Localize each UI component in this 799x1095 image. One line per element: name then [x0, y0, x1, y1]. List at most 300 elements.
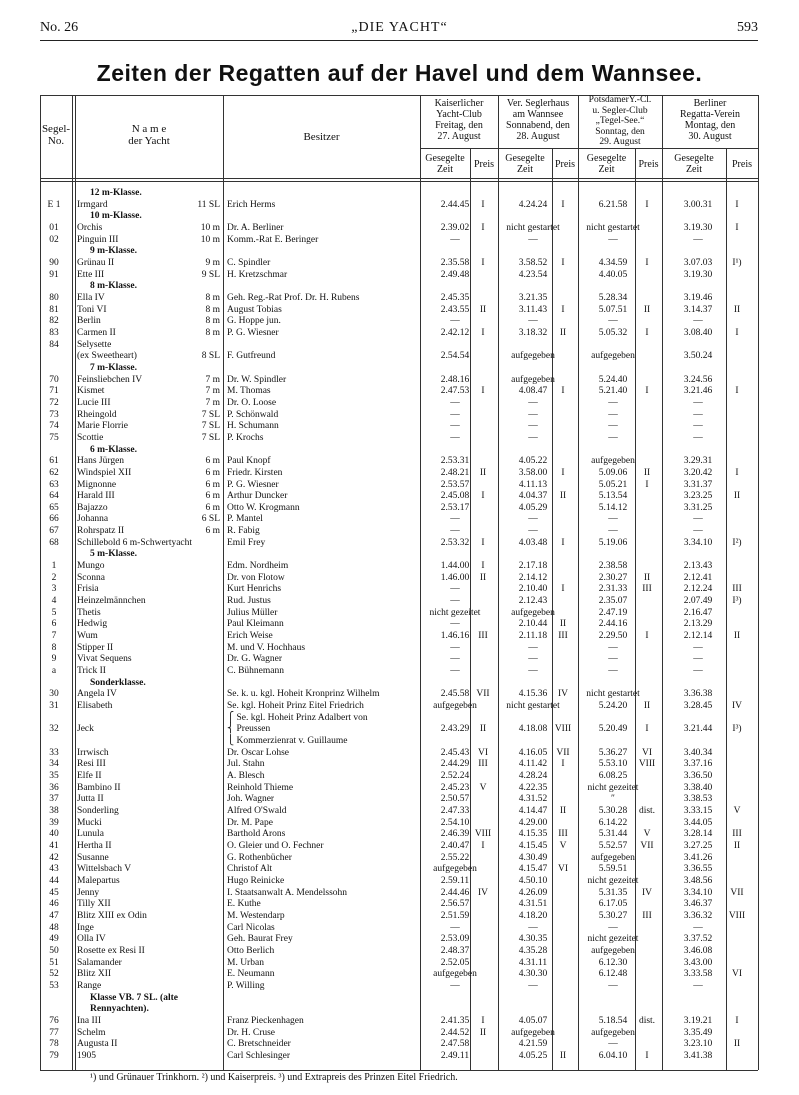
cell-t4: 2.12.24 — [683, 584, 713, 595]
cell-no: 79 — [49, 1050, 59, 1061]
cell-t2: aufgegeben — [511, 1027, 555, 1038]
cell-own: Paul Knopf — [227, 456, 271, 467]
cell-cls: 6 m — [205, 502, 220, 513]
cell-p3: III — [642, 910, 652, 921]
cell-t4: 3.43.00 — [683, 957, 713, 968]
cell-t2: 4.16.05 — [518, 747, 548, 758]
cell-name: Schillebold 6 m-Schwertyacht — [77, 537, 193, 548]
cell-t2: — — [528, 666, 538, 677]
cell-t2: — — [528, 397, 538, 408]
cell-own: Komm.-Rat E. Beringer — [227, 234, 319, 245]
cell-own: Dr. A. Berliner — [227, 222, 284, 233]
cell-t4: 3.46.08 — [683, 945, 713, 956]
cell-t3: 6.12.48 — [598, 969, 628, 980]
cell-no: 38 — [49, 805, 59, 816]
table-row — [40, 328, 758, 339]
cell-t3: 5.05.21 — [598, 479, 628, 490]
cell-t4: 3.31.25 — [683, 502, 713, 513]
cell-name: Irmgard — [77, 199, 108, 210]
cell-t2: 4.08.47 — [518, 386, 548, 397]
cell-t2: 4.24.24 — [518, 199, 548, 210]
cell-t2: 3.58.00 — [518, 467, 548, 478]
cell-t2: 4.04.37 — [518, 491, 548, 502]
cell-p2: I — [561, 386, 565, 397]
cell-no: 64 — [49, 491, 59, 502]
cell-t4: 3.34.10 — [683, 537, 713, 548]
table-row — [40, 724, 758, 735]
cell-own: E. Neumann — [227, 969, 275, 980]
cell-t4: — — [693, 654, 703, 665]
cell-name: Wittelsbach V — [77, 864, 132, 875]
cell-own: P. Willing — [227, 980, 265, 991]
cell-name: Mucki — [77, 817, 102, 828]
table-row — [40, 1028, 758, 1039]
cell-t3: 2.35.07 — [598, 596, 628, 607]
cell-cls: 7 SL — [201, 432, 220, 443]
cell-cls: 6 m — [205, 526, 220, 537]
cell-t3: — — [608, 397, 618, 408]
cell-p3: I — [645, 479, 649, 490]
cell-t4: — — [693, 666, 703, 677]
cell-no: 32 — [49, 724, 59, 735]
cell-t1: 2.50.57 — [440, 794, 470, 805]
table-row — [40, 853, 758, 864]
cell-t2: — — [528, 654, 538, 665]
cell-p3: I — [645, 199, 649, 210]
cell-t4: 2.13.43 — [683, 561, 713, 572]
cell-t2: 3.21.35 — [518, 292, 548, 303]
cell-t4: 3.41.38 — [683, 1050, 713, 1061]
cell-t3: 6.08.25 — [598, 771, 628, 781]
table-row — [40, 316, 758, 327]
cell-t3: aufgegeben — [591, 945, 635, 956]
cell-no: 43 — [49, 864, 59, 875]
cell-name: Thetis — [77, 607, 101, 618]
cell-t4: — — [693, 980, 703, 991]
cell-name: Angela IV — [77, 689, 117, 700]
cell-no: 65 — [49, 502, 59, 513]
table-row — [40, 713, 758, 724]
cell-t3: 6.17.05 — [598, 899, 628, 910]
table-border-right — [758, 95, 759, 1070]
table-row — [40, 503, 758, 514]
cell-t4: — — [693, 514, 703, 525]
cell-no: 7 — [51, 631, 57, 642]
cell-t1: 2.45.58 — [440, 689, 470, 700]
cell-t2: 2.10.44 — [518, 619, 548, 630]
cell-no: 36 — [49, 782, 59, 793]
footnote: ¹) und Grünauer Trinkhorn. ²) und Kaiserpreis. ³) und Extrapreis des Prinzen Eitel Friedrich. — [90, 1072, 458, 1083]
header-subrule — [420, 148, 758, 149]
cell-name: 8 m-Klasse. — [90, 281, 137, 292]
cell-t1: 2.53.17 — [440, 502, 470, 513]
cell-p2: I — [561, 467, 565, 478]
cell-t1: 2.54.54 — [440, 351, 470, 362]
cell-p2: IV — [557, 689, 569, 700]
cell-t4: 3.36.38 — [683, 689, 713, 700]
cell-t4: 3.36.50 — [683, 771, 713, 781]
cell-no: 61 — [49, 456, 59, 467]
cell-t3: 5.05.32 — [598, 327, 628, 338]
header-bottom-rule — [40, 178, 758, 179]
cell-own: R. Fabig — [227, 526, 260, 537]
cell-p2: II — [559, 619, 567, 630]
cell-t1: 2.45.43 — [440, 747, 470, 758]
cell-t1: 2.43.55 — [440, 304, 470, 315]
cell-no: 62 — [49, 467, 59, 478]
cell-own: Barthold Arons — [227, 829, 286, 840]
cell-name: Lucie III — [77, 397, 111, 408]
cell-name: Bambino II — [77, 782, 121, 793]
class-heading-row — [40, 281, 758, 292]
cell-t1: 2.45.35 — [440, 292, 470, 303]
cell-no: 91 — [49, 269, 59, 280]
page-header — [0, 20, 799, 40]
cell-name: Windspiel XII — [77, 467, 132, 478]
preis-header: Preis — [732, 159, 752, 170]
cell-name: 12 m-Klasse. — [90, 188, 142, 198]
cell-no: 45 — [49, 887, 59, 898]
cell-p1: I — [481, 491, 485, 502]
cell-cls: 7 m — [205, 397, 220, 408]
cell-t2: 4.18.08 — [518, 724, 548, 735]
cell-p4: II — [733, 491, 741, 502]
cell-own: I. Staatsanwalt A. Mendelssohn — [227, 887, 348, 898]
cell-cls: 6 SL — [201, 514, 220, 525]
cell-no: 37 — [49, 794, 59, 805]
cell-t4: 3.36.32 — [683, 910, 713, 921]
cell-cls: 8 m — [205, 292, 220, 303]
cell-own: Jul. Stahn — [227, 759, 265, 770]
cell-no: 77 — [49, 1027, 59, 1038]
cell-p4: I — [735, 327, 739, 338]
cell-t2: 2.12.43 — [518, 596, 548, 607]
cell-p3: IV — [641, 887, 653, 898]
cell-no: 74 — [49, 421, 59, 432]
cell-t4: 3.24.56 — [683, 374, 713, 385]
cell-p4: II — [733, 631, 741, 642]
cell-own: C. Bühnemann — [227, 666, 284, 677]
cell-cls: 7 m — [205, 374, 220, 385]
cell-p4: V — [733, 805, 741, 816]
cell-t3: aufgegeben — [591, 456, 635, 467]
cell-p1: I — [481, 199, 485, 210]
cell-p2: II — [559, 805, 567, 816]
cell-p3: VI — [641, 747, 653, 758]
cell-t4: 3.37.52 — [683, 934, 713, 945]
col-header-c4: Berliner Regatta-Verein Montag, den 30. August — [680, 98, 740, 142]
cell-t3: 5.07.51 — [598, 304, 628, 315]
cell-no: 6 — [51, 619, 57, 630]
cell-t4: 3.21.44 — [683, 724, 713, 735]
cell-t4: 3.20.42 — [683, 467, 713, 478]
cell-t1: — — [450, 397, 460, 408]
cell-p3: II — [643, 467, 651, 478]
cell-t4: — — [693, 642, 703, 653]
cell-name: Hedwig — [77, 619, 108, 630]
cell-t4: 3.28.14 — [683, 829, 713, 840]
cell-p1: I — [481, 561, 485, 572]
cell-t4: 3.29.31 — [683, 456, 713, 467]
cell-name: Irrwisch — [77, 747, 109, 758]
page-number: 593 — [737, 20, 758, 35]
cell-p3: I — [645, 724, 649, 735]
class-heading-row — [40, 1004, 758, 1015]
cell-cls: 11 SL — [197, 199, 220, 210]
cell-t1: 2.55.22 — [440, 852, 470, 863]
cell-t2: 4.11.13 — [518, 479, 548, 490]
cell-t1: 2.43.29 — [440, 724, 470, 735]
cell-name: Grünau II — [77, 257, 115, 268]
cell-t1: 2.48.21 — [440, 467, 470, 478]
cell-t4: 3.27.25 — [683, 840, 713, 851]
cell-own: M. und V. Hochhaus — [227, 642, 306, 653]
cell-p4: VIII — [728, 910, 746, 921]
cell-t2: 4.28.24 — [518, 771, 548, 781]
cell-own: M. Thomas — [227, 386, 271, 397]
cell-name: Elisabeth — [77, 701, 113, 712]
cell-p1: II — [479, 724, 487, 735]
cell-t3: 2.29.50 — [598, 631, 628, 642]
cell-t4: 2.13.29 — [683, 619, 713, 630]
cell-t2: aufgegeben — [511, 351, 555, 362]
cell-t1: — — [450, 654, 460, 665]
col-header-c2: Ver. Seglerhaus am Wannsee Sonnabend, den 28. August — [506, 98, 570, 142]
cell-name: Blitz XII — [77, 969, 112, 980]
preis-header: Preis — [638, 159, 659, 170]
cell-p4: I — [735, 386, 739, 397]
cell-t3: 4.40.05 — [598, 269, 628, 280]
cell-own: M. Westendarp — [227, 910, 285, 921]
cell-t4: 3.19.30 — [683, 269, 713, 280]
cell-own: Rud. Justus — [227, 596, 271, 607]
cell-t3: — — [608, 980, 618, 991]
cell-t1: 1.46.16 — [440, 631, 470, 642]
cell-cls: 8 m — [205, 316, 220, 327]
table-row — [40, 876, 758, 887]
cell-p4: I³) — [732, 596, 742, 607]
cell-own: ⎧ Se. kgl. Hoheit Prinz Adalbert von — [227, 712, 368, 723]
cell-t3: nicht gezeitet — [587, 875, 639, 886]
cell-t2: 2.17.18 — [518, 561, 548, 572]
cell-t3: nicht gezeitet — [587, 782, 639, 793]
table-row — [40, 806, 758, 817]
table-row — [40, 468, 758, 479]
cell-t1: 2.35.58 — [440, 257, 470, 268]
cell-own: Hugo Reinicke — [227, 875, 285, 886]
table-row — [40, 701, 758, 712]
cell-own: P. G. Wiesner — [227, 327, 279, 338]
cell-no: 40 — [49, 829, 59, 840]
cell-name: Ella IV — [77, 292, 105, 303]
cell-p2: I — [561, 257, 565, 268]
cell-no: 48 — [49, 922, 59, 933]
cell-no: 75 — [49, 432, 59, 443]
cell-name: Stipper II — [77, 642, 114, 653]
cell-t1: — — [450, 421, 460, 432]
cell-t4: — — [693, 397, 703, 408]
table-row — [40, 841, 758, 852]
cell-t4: 3.36.55 — [683, 864, 713, 875]
cell-no: 81 — [49, 304, 59, 315]
table-row — [40, 783, 758, 794]
table-row — [40, 561, 758, 572]
cell-own: H. Schumann — [227, 421, 279, 432]
cell-t1: 2.54.10 — [440, 817, 470, 828]
cell-t2: — — [528, 409, 538, 420]
cell-no: 01 — [49, 222, 59, 233]
cell-p3: III — [642, 584, 652, 595]
cell-t3: — — [608, 526, 618, 537]
cell-p3: I — [645, 257, 649, 268]
cell-t3: 5.13.54 — [598, 491, 628, 502]
cell-name: Rheingold — [77, 409, 117, 420]
cell-name: (ex Sweetheart) — [77, 351, 137, 362]
cell-t3: — — [608, 1039, 618, 1050]
cell-t3: 6.21.58 — [598, 199, 628, 210]
cell-p1: I — [481, 1015, 485, 1026]
cell-no: 49 — [49, 934, 59, 945]
cell-t3: 5.20.49 — [598, 724, 628, 735]
cell-t2: 4.05.22 — [518, 456, 548, 467]
cell-own: August Tobias — [227, 304, 282, 315]
cell-t2: nicht gestartet — [506, 701, 560, 712]
cell-cls: 9 m — [205, 257, 220, 268]
cell-p4: VI — [731, 969, 743, 980]
cell-t2: — — [528, 922, 538, 933]
cell-name: Ette III — [77, 269, 105, 280]
cell-p4: I — [735, 467, 739, 478]
cell-t4: 3.41.26 — [683, 852, 713, 863]
cell-no: 33 — [49, 747, 59, 758]
table-row — [40, 293, 758, 304]
cell-p4: II — [733, 1039, 741, 1050]
cell-name: Carmen II — [77, 327, 116, 338]
table-bottom-rule — [40, 1070, 758, 1071]
cell-t3: 2.31.33 — [598, 584, 628, 595]
cell-name: Ina III — [77, 1015, 101, 1026]
cell-t1: — — [450, 666, 460, 677]
cell-own: Geh. Baurat Frey — [227, 934, 293, 945]
cell-p2: I — [561, 759, 565, 770]
cell-name: Marie Florrie — [77, 421, 128, 432]
cell-p1: V — [479, 782, 487, 793]
cell-name: Trick II — [77, 666, 106, 677]
cell-t3: — — [608, 642, 618, 653]
cell-own: P. G. Wiesner — [227, 479, 279, 490]
cell-p2: II — [559, 491, 567, 502]
cell-p3: II — [643, 701, 651, 712]
cell-t2: 4.31.11 — [518, 957, 548, 968]
cell-p2: VII — [556, 747, 570, 758]
cell-t4: 3.38.53 — [683, 794, 713, 805]
col-header-no: Segel- No. — [41, 123, 71, 147]
table-row — [40, 410, 758, 421]
cell-t2: — — [528, 421, 538, 432]
cell-p4: I — [735, 1015, 739, 1026]
cell-no: 1 — [51, 561, 57, 572]
cell-name: Schelm — [77, 1027, 106, 1038]
cell-name: Kismet — [77, 386, 105, 397]
cell-p3: V — [643, 829, 651, 840]
col-header-c1: Kaiserlicher Yacht-Club Freitag, den 27. August — [434, 98, 484, 142]
cell-t4: 2.12.41 — [683, 572, 713, 583]
cell-t1: — — [450, 980, 460, 991]
preis-header: Preis — [474, 159, 494, 170]
cell-p1: VI — [477, 747, 489, 758]
table-row — [40, 899, 758, 910]
cell-t1: 2.48.37 — [440, 945, 470, 956]
cell-t3: — — [608, 409, 618, 420]
cell-cls: 7 m — [205, 386, 220, 397]
cell-t2: 4.15.47 — [518, 864, 548, 875]
cell-name: Heinzelmännchen — [77, 596, 146, 607]
cell-t4: 3.48.56 — [683, 875, 713, 886]
cell-p1: II — [479, 1027, 487, 1038]
cell-own: P. Krochs — [227, 432, 264, 443]
cell-p3: I — [645, 327, 649, 338]
cell-name: Feinsliebchen IV — [77, 374, 143, 385]
cell-own: G. Hoppe jun. — [227, 316, 281, 327]
cell-t3: nicht gestartet — [586, 222, 640, 233]
cell-t2: — — [528, 432, 538, 443]
cell-t4: 3.44.05 — [683, 817, 713, 828]
cell-t1: 2.53.09 — [440, 934, 470, 945]
cell-t4: 3.35.49 — [683, 1027, 713, 1038]
cell-own: Dr. O. Loose — [227, 397, 277, 408]
cell-own: Se. kgl. Hoheit Prinz Eitel Friedrich — [227, 701, 364, 712]
cell-name: Jenny — [77, 887, 100, 898]
cell-t4: — — [693, 922, 703, 933]
table-row — [40, 736, 758, 747]
cell-t1: — — [450, 922, 460, 933]
table-row — [40, 946, 758, 957]
table-row — [40, 351, 758, 362]
cell-t3: 5.30.28 — [598, 805, 628, 816]
cell-name: Rennyachten). — [90, 1004, 149, 1015]
cell-no: 71 — [49, 386, 59, 397]
cell-cls: 9 SL — [201, 269, 220, 280]
cell-t3: 5.24.40 — [598, 374, 628, 385]
cell-t3: — — [608, 514, 618, 525]
class-heading-row — [40, 211, 758, 222]
cell-t2: 4.15.45 — [518, 840, 548, 851]
cell-t2: 4.03.48 — [518, 537, 548, 548]
cell-t1: — — [450, 526, 460, 537]
cell-name: Lunula — [77, 829, 104, 840]
cell-t3: 5.53.10 — [598, 759, 628, 770]
cell-t4: 3.37.16 — [683, 759, 713, 770]
cell-t3: 5.09.06 — [598, 467, 628, 478]
table-row — [40, 818, 758, 829]
cell-t1: 2.40.47 — [440, 840, 470, 851]
cell-cls: 6 m — [205, 456, 220, 467]
cell-name: Inge — [77, 922, 94, 933]
table-row — [40, 888, 758, 899]
cell-t3: 4.34.59 — [598, 257, 628, 268]
cell-t3: aufgegeben — [591, 351, 635, 362]
table-row — [40, 1016, 758, 1027]
cell-name: Selysette — [77, 339, 112, 350]
cell-own: Dr. G. Wagner — [227, 654, 282, 665]
cell-no: 76 — [49, 1015, 59, 1026]
table-row — [40, 608, 758, 619]
class-heading-row — [40, 678, 758, 689]
cell-t2: 4.31.51 — [518, 899, 548, 910]
cell-p1: III — [478, 631, 488, 642]
cell-no: 84 — [49, 339, 59, 350]
cell-cls: 10 m — [200, 222, 220, 233]
